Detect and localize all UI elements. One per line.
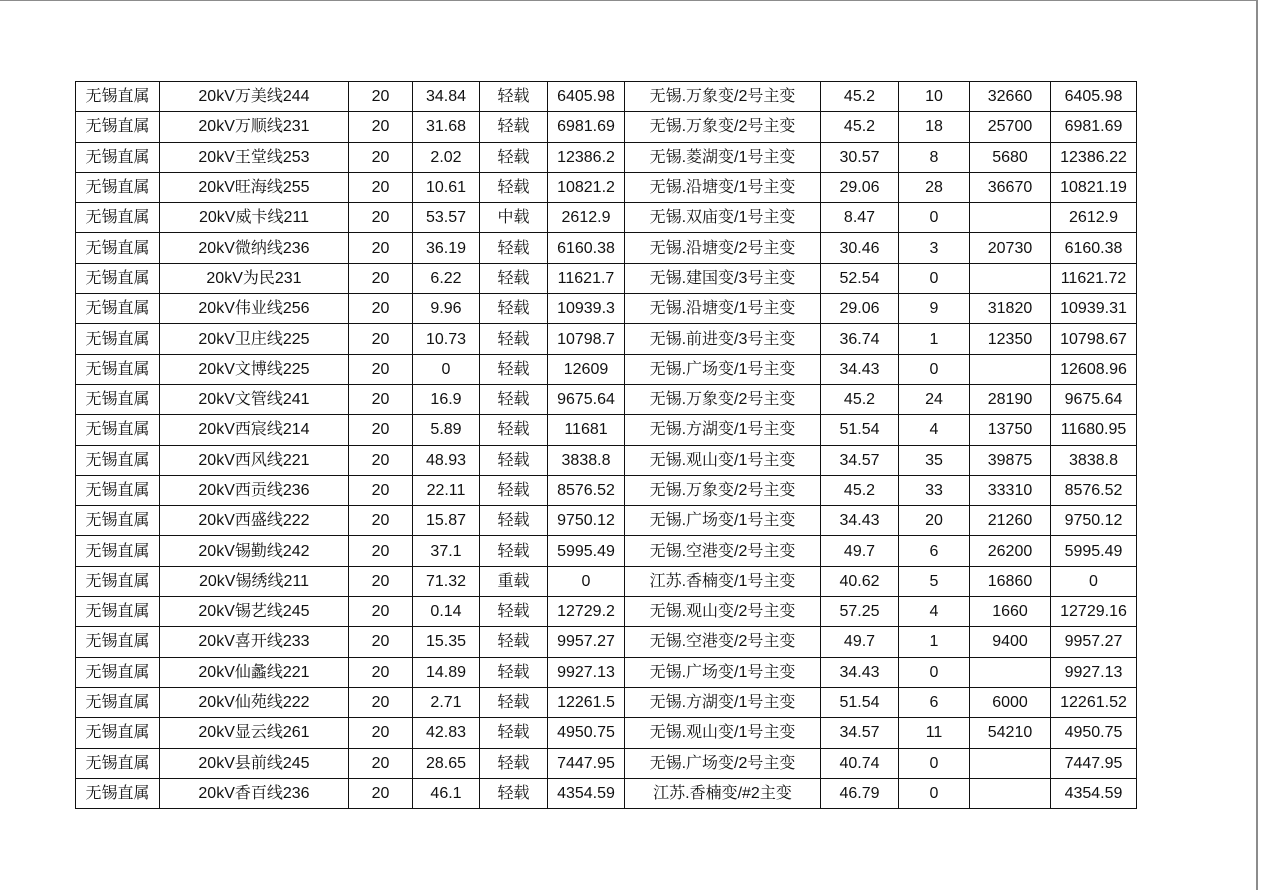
available-capacity-cell[interactable]: 5995.49 [548, 536, 625, 566]
available-capacity-cell[interactable]: 12261.5 [548, 687, 625, 717]
load-rate-cell[interactable]: 6.22 [413, 263, 480, 293]
transformer-cell[interactable]: 无锡.沿塘变/1号主变 [625, 172, 821, 202]
line-name-cell[interactable]: 20kV西盛线222 [160, 506, 349, 536]
capacity-cell[interactable]: 9400 [970, 627, 1051, 657]
transformer-load-cell[interactable]: 45.2 [821, 475, 899, 505]
count-cell[interactable]: 6 [899, 687, 970, 717]
transformer-cell[interactable]: 无锡.广场变/1号主变 [625, 354, 821, 384]
transformer-cell[interactable]: 无锡.前进变/3号主变 [625, 324, 821, 354]
transformer-load-cell[interactable]: 40.74 [821, 748, 899, 778]
table-row [76, 597, 1137, 627]
capacity-cell[interactable] [970, 203, 1051, 233]
remaining-capacity-cell[interactable]: 5995.49 [1051, 536, 1137, 566]
transformer-cell[interactable]: 无锡.万象变/2号主变 [625, 82, 821, 112]
voltage-cell[interactable]: 20 [349, 233, 413, 263]
region-cell[interactable]: 无锡直属 [76, 657, 160, 687]
capacity-cell[interactable] [970, 778, 1051, 808]
count-cell[interactable]: 20 [899, 506, 970, 536]
table-row [76, 506, 1137, 536]
transformer-cell[interactable]: 无锡.方湖变/1号主变 [625, 415, 821, 445]
transformer-cell[interactable]: 无锡.广场变/1号主变 [625, 657, 821, 687]
available-capacity-cell[interactable]: 9927.13 [548, 657, 625, 687]
table-row [76, 445, 1137, 475]
load-rate-cell[interactable]: 15.35 [413, 627, 480, 657]
transformer-cell[interactable]: 无锡.万象变/2号主变 [625, 475, 821, 505]
line-name-cell[interactable]: 20kV万美线244 [160, 82, 349, 112]
available-capacity-cell[interactable]: 11621.7 [548, 263, 625, 293]
transformer-load-cell[interactable]: 30.57 [821, 142, 899, 172]
load-rate-cell[interactable]: 0.14 [413, 597, 480, 627]
table-row [76, 142, 1137, 172]
line-name-cell[interactable]: 20kV西风线221 [160, 445, 349, 475]
available-capacity-cell[interactable]: 0 [548, 566, 625, 596]
remaining-capacity-cell[interactable]: 10821.19 [1051, 172, 1137, 202]
table-row [76, 657, 1137, 687]
count-cell[interactable]: 33 [899, 475, 970, 505]
voltage-cell[interactable]: 20 [349, 82, 413, 112]
load-rate-cell[interactable]: 0 [413, 354, 480, 384]
region-cell[interactable]: 无锡直属 [76, 354, 160, 384]
transformer-cell[interactable]: 无锡.菱湖变/1号主变 [625, 142, 821, 172]
region-cell[interactable]: 无锡直属 [76, 687, 160, 717]
table-row [76, 415, 1137, 445]
capacity-cell[interactable]: 1660 [970, 597, 1051, 627]
transformer-load-cell[interactable]: 40.62 [821, 566, 899, 596]
transformer-cell[interactable]: 无锡.空港变/2号主变 [625, 627, 821, 657]
load-status-cell[interactable]: 轻载 [480, 748, 548, 778]
load-status-cell[interactable]: 轻载 [480, 627, 548, 657]
table-row [76, 748, 1137, 778]
load-status-cell[interactable]: 轻载 [480, 233, 548, 263]
region-cell[interactable]: 无锡直属 [76, 233, 160, 263]
load-status-cell[interactable]: 轻载 [480, 718, 548, 748]
load-status-cell[interactable]: 轻载 [480, 506, 548, 536]
line-name-cell[interactable]: 20kV微纳线236 [160, 233, 349, 263]
load-rate-cell[interactable]: 2.71 [413, 687, 480, 717]
table-body [76, 82, 1137, 809]
transformer-cell[interactable]: 无锡.观山变/1号主变 [625, 445, 821, 475]
transformer-cell[interactable]: 无锡.建国变/3号主变 [625, 263, 821, 293]
region-cell[interactable]: 无锡直属 [76, 112, 160, 142]
voltage-cell[interactable]: 20 [349, 687, 413, 717]
count-cell[interactable]: 0 [899, 354, 970, 384]
line-name-cell[interactable]: 20kV文管线241 [160, 384, 349, 414]
count-cell[interactable]: 0 [899, 748, 970, 778]
capacity-cell[interactable]: 20730 [970, 233, 1051, 263]
remaining-capacity-cell[interactable]: 12386.22 [1051, 142, 1137, 172]
load-rate-cell[interactable]: 28.65 [413, 748, 480, 778]
table-row [76, 233, 1137, 263]
region-cell[interactable]: 无锡直属 [76, 778, 160, 808]
capacity-cell[interactable]: 16860 [970, 566, 1051, 596]
transformer-cell[interactable]: 无锡.万象变/2号主变 [625, 384, 821, 414]
transformer-load-cell[interactable]: 8.47 [821, 203, 899, 233]
transformer-load-cell[interactable]: 45.2 [821, 112, 899, 142]
available-capacity-cell[interactable]: 10821.2 [548, 172, 625, 202]
voltage-cell[interactable]: 20 [349, 384, 413, 414]
available-capacity-cell[interactable]: 7447.95 [548, 748, 625, 778]
table-row [76, 687, 1137, 717]
count-cell[interactable]: 1 [899, 324, 970, 354]
region-cell[interactable]: 无锡直属 [76, 445, 160, 475]
load-rate-cell[interactable]: 53.57 [413, 203, 480, 233]
region-cell[interactable]: 无锡直属 [76, 203, 160, 233]
load-rate-cell[interactable]: 37.1 [413, 536, 480, 566]
count-cell[interactable]: 0 [899, 263, 970, 293]
available-capacity-cell[interactable]: 12729.2 [548, 597, 625, 627]
available-capacity-cell[interactable]: 8576.52 [548, 475, 625, 505]
remaining-capacity-cell[interactable]: 12261.52 [1051, 687, 1137, 717]
load-status-cell[interactable]: 轻载 [480, 657, 548, 687]
count-cell[interactable]: 5 [899, 566, 970, 596]
capacity-cell[interactable]: 54210 [970, 718, 1051, 748]
load-rate-cell[interactable]: 10.73 [413, 324, 480, 354]
remaining-capacity-cell[interactable]: 3838.8 [1051, 445, 1137, 475]
table-row [76, 778, 1137, 808]
available-capacity-cell[interactable]: 4354.59 [548, 778, 625, 808]
line-name-cell[interactable]: 20kV仙苑线222 [160, 687, 349, 717]
region-cell[interactable]: 无锡直属 [76, 324, 160, 354]
voltage-cell[interactable]: 20 [349, 778, 413, 808]
count-cell[interactable]: 0 [899, 203, 970, 233]
line-name-cell[interactable]: 20kV喜开线233 [160, 627, 349, 657]
capacity-cell[interactable]: 26200 [970, 536, 1051, 566]
capacity-cell[interactable] [970, 263, 1051, 293]
line-name-cell[interactable]: 20kV威卡线211 [160, 203, 349, 233]
available-capacity-cell[interactable]: 9750.12 [548, 506, 625, 536]
load-rate-cell[interactable]: 22.11 [413, 475, 480, 505]
load-status-cell[interactable]: 轻载 [480, 112, 548, 142]
remaining-capacity-cell[interactable]: 10798.67 [1051, 324, 1137, 354]
load-status-cell[interactable]: 轻载 [480, 475, 548, 505]
table-row [76, 82, 1137, 112]
available-capacity-cell[interactable]: 9675.64 [548, 384, 625, 414]
transformer-load-cell[interactable]: 34.57 [821, 445, 899, 475]
region-cell[interactable]: 无锡直属 [76, 263, 160, 293]
table-row [76, 475, 1137, 505]
count-cell[interactable]: 24 [899, 384, 970, 414]
region-cell[interactable]: 无锡直属 [76, 627, 160, 657]
remaining-capacity-cell[interactable]: 4354.59 [1051, 778, 1137, 808]
remaining-capacity-cell[interactable]: 9750.12 [1051, 506, 1137, 536]
line-name-cell[interactable]: 20kV锡绣线211 [160, 566, 349, 596]
line-name-cell[interactable]: 20kV西贡线236 [160, 475, 349, 505]
voltage-cell[interactable]: 20 [349, 172, 413, 202]
count-cell[interactable]: 0 [899, 778, 970, 808]
transformer-load-cell[interactable]: 45.2 [821, 384, 899, 414]
transformer-load-cell[interactable]: 57.25 [821, 597, 899, 627]
transformer-cell[interactable]: 无锡.双庙变/1号主变 [625, 203, 821, 233]
available-capacity-cell[interactable]: 6160.38 [548, 233, 625, 263]
remaining-capacity-cell[interactable]: 10939.31 [1051, 294, 1137, 324]
table-row [76, 324, 1137, 354]
voltage-cell[interactable]: 20 [349, 445, 413, 475]
transformer-load-cell[interactable]: 46.79 [821, 778, 899, 808]
count-cell[interactable]: 18 [899, 112, 970, 142]
load-rate-cell[interactable]: 46.1 [413, 778, 480, 808]
transformer-cell[interactable]: 无锡.沿塘变/1号主变 [625, 294, 821, 324]
line-name-cell[interactable]: 20kV锡艺线245 [160, 597, 349, 627]
load-status-cell[interactable]: 轻载 [480, 415, 548, 445]
voltage-cell[interactable]: 20 [349, 748, 413, 778]
available-capacity-cell[interactable]: 11681 [548, 415, 625, 445]
remaining-capacity-cell[interactable]: 9957.27 [1051, 627, 1137, 657]
transformer-load-cell[interactable]: 29.06 [821, 294, 899, 324]
transformer-load-cell[interactable]: 51.54 [821, 687, 899, 717]
count-cell[interactable]: 4 [899, 597, 970, 627]
region-cell[interactable]: 无锡直属 [76, 566, 160, 596]
load-status-cell[interactable]: 轻载 [480, 536, 548, 566]
capacity-cell[interactable]: 33310 [970, 475, 1051, 505]
region-cell[interactable]: 无锡直属 [76, 506, 160, 536]
remaining-capacity-cell[interactable]: 9927.13 [1051, 657, 1137, 687]
transformer-cell[interactable]: 无锡.广场变/1号主变 [625, 506, 821, 536]
remaining-capacity-cell[interactable]: 9675.64 [1051, 384, 1137, 414]
table-row [76, 354, 1137, 384]
region-cell[interactable]: 无锡直属 [76, 475, 160, 505]
transformer-load-cell[interactable]: 34.43 [821, 657, 899, 687]
capacity-cell[interactable] [970, 748, 1051, 778]
capacity-cell[interactable]: 25700 [970, 112, 1051, 142]
voltage-cell[interactable]: 20 [349, 566, 413, 596]
load-status-cell[interactable]: 轻载 [480, 384, 548, 414]
capacity-cell[interactable]: 36670 [970, 172, 1051, 202]
voltage-cell[interactable]: 20 [349, 415, 413, 445]
table-row [76, 384, 1137, 414]
capacity-cell[interactable]: 21260 [970, 506, 1051, 536]
capacity-cell[interactable]: 12350 [970, 324, 1051, 354]
line-name-cell[interactable]: 20kV旺海线255 [160, 172, 349, 202]
region-cell[interactable]: 无锡直属 [76, 597, 160, 627]
capacity-cell[interactable]: 28190 [970, 384, 1051, 414]
load-rate-cell[interactable]: 15.87 [413, 506, 480, 536]
count-cell[interactable]: 1 [899, 627, 970, 657]
line-name-cell[interactable]: 20kV西宸线214 [160, 415, 349, 445]
region-cell[interactable]: 无锡直属 [76, 384, 160, 414]
transformer-cell[interactable]: 江苏.香楠变/#2主变 [625, 778, 821, 808]
load-rate-cell[interactable]: 71.32 [413, 566, 480, 596]
region-cell[interactable]: 无锡直属 [76, 172, 160, 202]
load-status-cell[interactable]: 重载 [480, 566, 548, 596]
available-capacity-cell[interactable]: 10939.3 [548, 294, 625, 324]
transformer-cell[interactable]: 无锡.万象变/2号主变 [625, 112, 821, 142]
available-capacity-cell[interactable]: 4950.75 [548, 718, 625, 748]
table-row [76, 263, 1137, 293]
transformer-load-cell[interactable]: 30.46 [821, 233, 899, 263]
transformer-cell[interactable]: 江苏.香楠变/1号主变 [625, 566, 821, 596]
load-status-cell[interactable]: 轻载 [480, 354, 548, 384]
line-name-cell[interactable]: 20kV卫庄线225 [160, 324, 349, 354]
count-cell[interactable]: 4 [899, 415, 970, 445]
count-cell[interactable]: 10 [899, 82, 970, 112]
remaining-capacity-cell[interactable]: 2612.9 [1051, 203, 1137, 233]
region-cell[interactable]: 无锡直属 [76, 142, 160, 172]
line-name-cell[interactable]: 20kV锡勤线242 [160, 536, 349, 566]
load-rate-cell[interactable]: 31.68 [413, 112, 480, 142]
voltage-cell[interactable]: 20 [349, 627, 413, 657]
table-row [76, 566, 1137, 596]
table-row [76, 294, 1137, 324]
transformer-cell[interactable]: 无锡.空港变/2号主变 [625, 536, 821, 566]
capacity-cell[interactable]: 6000 [970, 687, 1051, 717]
capacity-cell[interactable] [970, 657, 1051, 687]
load-status-cell[interactable]: 中载 [480, 203, 548, 233]
capacity-cell[interactable]: 31820 [970, 294, 1051, 324]
transformer-cell[interactable]: 无锡.观山变/1号主变 [625, 718, 821, 748]
count-cell[interactable]: 3 [899, 233, 970, 263]
load-status-cell[interactable]: 轻载 [480, 263, 548, 293]
transformer-cell[interactable]: 无锡.沿塘变/2号主变 [625, 233, 821, 263]
capacity-cell[interactable]: 5680 [970, 142, 1051, 172]
capacity-cell[interactable]: 13750 [970, 415, 1051, 445]
voltage-cell[interactable]: 20 [349, 294, 413, 324]
voltage-cell[interactable]: 20 [349, 324, 413, 354]
line-name-cell[interactable]: 20kV文博线225 [160, 354, 349, 384]
transformer-load-cell[interactable]: 49.7 [821, 536, 899, 566]
load-rate-cell[interactable]: 2.02 [413, 142, 480, 172]
load-status-cell[interactable]: 轻载 [480, 445, 548, 475]
transformer-cell[interactable]: 无锡.观山变/2号主变 [625, 597, 821, 627]
region-cell[interactable]: 无锡直属 [76, 82, 160, 112]
count-cell[interactable]: 6 [899, 536, 970, 566]
remaining-capacity-cell[interactable]: 11680.95 [1051, 415, 1137, 445]
region-cell[interactable]: 无锡直属 [76, 748, 160, 778]
line-name-cell[interactable]: 20kV香百线236 [160, 778, 349, 808]
table-row [76, 627, 1137, 657]
load-rate-cell[interactable]: 34.84 [413, 82, 480, 112]
transformer-cell[interactable]: 无锡.广场变/2号主变 [625, 748, 821, 778]
table-row [76, 536, 1137, 566]
load-status-cell[interactable]: 轻载 [480, 294, 548, 324]
line-name-cell[interactable]: 20kV王堂线253 [160, 142, 349, 172]
voltage-cell[interactable]: 20 [349, 657, 413, 687]
load-status-cell[interactable]: 轻载 [480, 82, 548, 112]
voltage-cell[interactable]: 20 [349, 112, 413, 142]
voltage-cell[interactable]: 20 [349, 354, 413, 384]
remaining-capacity-cell[interactable]: 6405.98 [1051, 82, 1137, 112]
line-name-cell[interactable]: 20kV仙蠡线221 [160, 657, 349, 687]
load-rate-cell[interactable]: 10.61 [413, 172, 480, 202]
voltage-cell[interactable]: 20 [349, 718, 413, 748]
available-capacity-cell[interactable]: 6981.69 [548, 112, 625, 142]
load-rate-cell[interactable]: 16.9 [413, 384, 480, 414]
table-row [76, 203, 1137, 233]
remaining-capacity-cell[interactable]: 4950.75 [1051, 718, 1137, 748]
voltage-cell[interactable]: 20 [349, 203, 413, 233]
available-capacity-cell[interactable]: 12386.2 [548, 142, 625, 172]
load-status-cell[interactable]: 轻载 [480, 778, 548, 808]
transformer-load-cell[interactable]: 34.43 [821, 506, 899, 536]
region-cell[interactable]: 无锡直属 [76, 718, 160, 748]
voltage-cell[interactable]: 20 [349, 142, 413, 172]
available-capacity-cell[interactable]: 3838.8 [548, 445, 625, 475]
remaining-capacity-cell[interactable]: 8576.52 [1051, 475, 1137, 505]
transformer-load-cell[interactable]: 45.2 [821, 82, 899, 112]
load-rate-cell[interactable]: 14.89 [413, 657, 480, 687]
remaining-capacity-cell[interactable]: 12608.96 [1051, 354, 1137, 384]
count-cell[interactable]: 0 [899, 657, 970, 687]
transformer-load-cell[interactable]: 52.54 [821, 263, 899, 293]
transformer-load-cell[interactable]: 51.54 [821, 415, 899, 445]
load-rate-cell[interactable]: 42.83 [413, 718, 480, 748]
count-cell[interactable]: 11 [899, 718, 970, 748]
load-status-cell[interactable]: 轻载 [480, 142, 548, 172]
line-name-cell[interactable]: 20kV县前线245 [160, 748, 349, 778]
load-status-cell[interactable]: 轻载 [480, 597, 548, 627]
transformer-load-cell[interactable]: 29.06 [821, 172, 899, 202]
count-cell[interactable]: 28 [899, 172, 970, 202]
transformer-load-cell[interactable]: 36.74 [821, 324, 899, 354]
capacity-cell[interactable]: 39875 [970, 445, 1051, 475]
capacity-cell[interactable] [970, 354, 1051, 384]
load-rate-cell[interactable]: 48.93 [413, 445, 480, 475]
remaining-capacity-cell[interactable]: 6981.69 [1051, 112, 1137, 142]
remaining-capacity-cell[interactable]: 7447.95 [1051, 748, 1137, 778]
line-name-cell[interactable]: 20kV显云线261 [160, 718, 349, 748]
load-rate-cell[interactable]: 36.19 [413, 233, 480, 263]
load-status-cell[interactable]: 轻载 [480, 324, 548, 354]
available-capacity-cell[interactable]: 2612.9 [548, 203, 625, 233]
voltage-cell[interactable]: 20 [349, 597, 413, 627]
voltage-cell[interactable]: 20 [349, 475, 413, 505]
line-name-cell[interactable]: 20kV万顺线231 [160, 112, 349, 142]
remaining-capacity-cell[interactable]: 0 [1051, 566, 1137, 596]
voltage-cell[interactable]: 20 [349, 506, 413, 536]
available-capacity-cell[interactable]: 9957.27 [548, 627, 625, 657]
count-cell[interactable]: 9 [899, 294, 970, 324]
feeder-load-table [75, 81, 1137, 809]
load-status-cell[interactable]: 轻载 [480, 687, 548, 717]
load-rate-cell[interactable]: 5.89 [413, 415, 480, 445]
available-capacity-cell[interactable]: 6405.98 [548, 82, 625, 112]
load-status-cell[interactable]: 轻载 [480, 172, 548, 202]
line-name-cell[interactable]: 20kV伟业线256 [160, 294, 349, 324]
transformer-load-cell[interactable]: 49.7 [821, 627, 899, 657]
remaining-capacity-cell[interactable]: 11621.72 [1051, 263, 1137, 293]
line-name-cell[interactable]: 20kV为民231 [160, 263, 349, 293]
capacity-cell[interactable]: 32660 [970, 82, 1051, 112]
remaining-capacity-cell[interactable]: 6160.38 [1051, 233, 1137, 263]
count-cell[interactable]: 35 [899, 445, 970, 475]
remaining-capacity-cell[interactable]: 12729.16 [1051, 597, 1137, 627]
table-row [76, 112, 1137, 142]
table-row [76, 718, 1137, 748]
voltage-cell[interactable]: 20 [349, 263, 413, 293]
transformer-cell[interactable]: 无锡.方湖变/1号主变 [625, 687, 821, 717]
available-capacity-cell[interactable]: 12609 [548, 354, 625, 384]
available-capacity-cell[interactable]: 10798.7 [548, 324, 625, 354]
table-row [76, 172, 1137, 202]
load-rate-cell[interactable]: 9.96 [413, 294, 480, 324]
voltage-cell[interactable]: 20 [349, 536, 413, 566]
transformer-load-cell[interactable]: 34.43 [821, 354, 899, 384]
count-cell[interactable]: 8 [899, 142, 970, 172]
region-cell[interactable]: 无锡直属 [76, 294, 160, 324]
region-cell[interactable]: 无锡直属 [76, 415, 160, 445]
region-cell[interactable]: 无锡直属 [76, 536, 160, 566]
transformer-load-cell[interactable]: 34.57 [821, 718, 899, 748]
